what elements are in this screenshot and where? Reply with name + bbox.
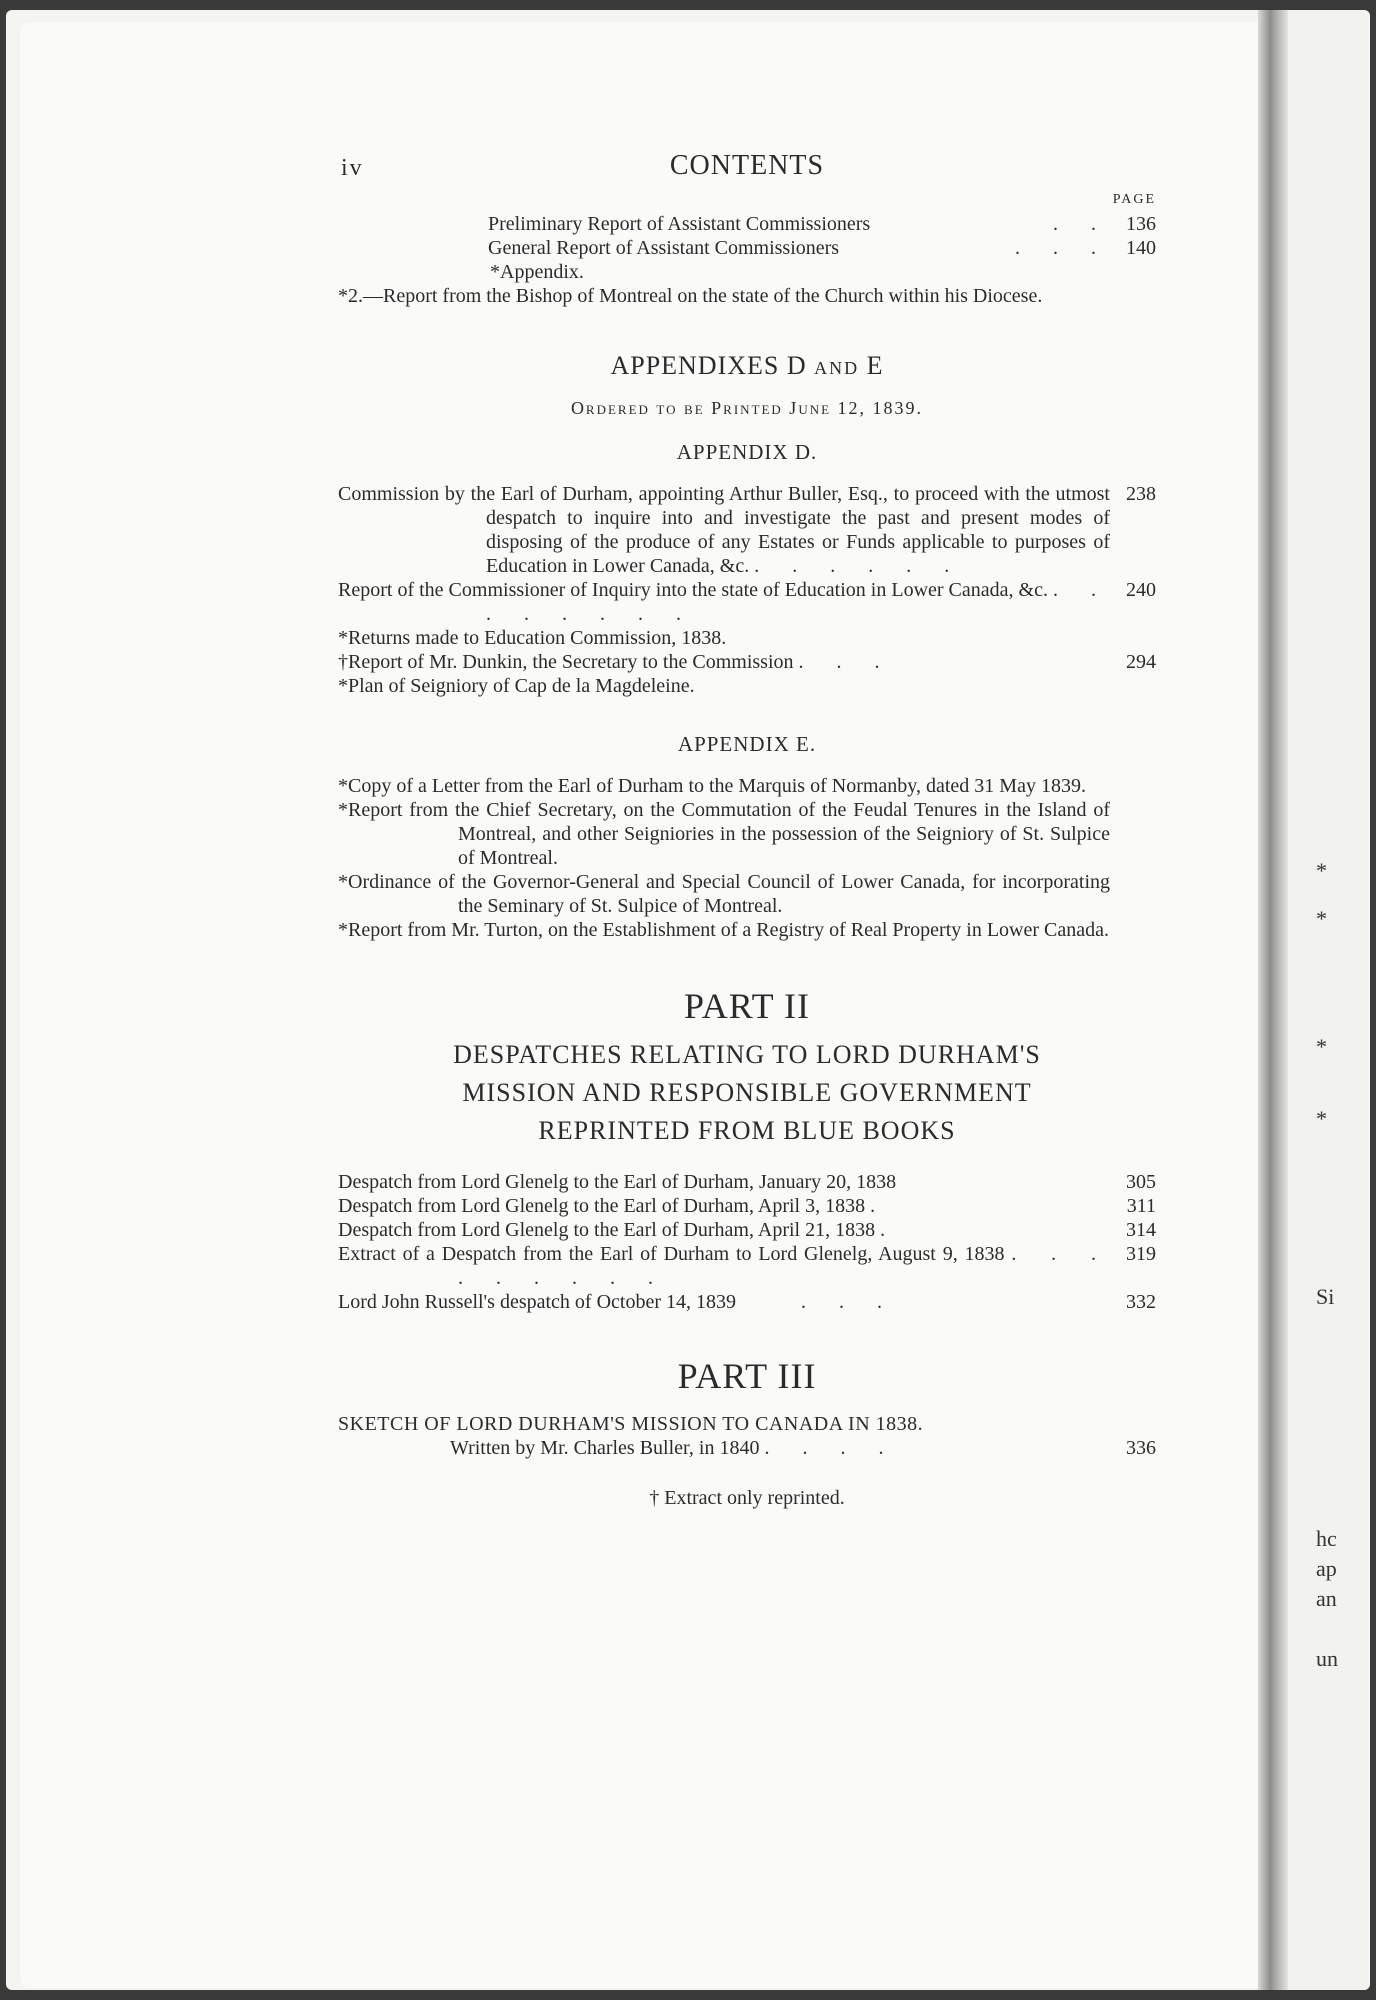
toc-entry-text xyxy=(338,1218,1110,1242)
toc-leader: . . . . . . xyxy=(754,555,964,577)
toc-entry-text: *Copy of a Letter from the Earl of Durham to the Marquis of Normanby, dated 31 May 1839. xyxy=(338,775,1086,797)
toc-entry xyxy=(338,212,1156,236)
toc-entry-text: *Report from the Chief Secretary, on the Commutation of the Feudal Tenures in the Island of Montreal, and other Seigniories in the possession of the Seigniory of St. Sulpice of Montreal. xyxy=(338,799,1110,869)
appendixes-heading-and: AND xyxy=(814,358,860,378)
toc-entry-text xyxy=(338,578,1111,626)
toc-entry xyxy=(338,650,1156,674)
toc-entry xyxy=(338,674,1156,698)
toc-entry-text-body: Extract of a Despatch from the Earl of Durham to Lord Glenelg, August 9, 1838 xyxy=(338,1243,1005,1265)
toc-entry-text xyxy=(338,650,1110,674)
toc-entry xyxy=(338,260,1156,284)
toc-entry-text xyxy=(338,1290,1110,1314)
toc-page: 305 xyxy=(1126,1171,1156,1193)
toc-entry-text-body: Report of the Commissioner of Inquiry into the state of Education in Lower Canada, &c. xyxy=(338,579,1048,601)
toc-entry-text: *Appendix. xyxy=(490,261,584,283)
facing-fragment: hc xyxy=(1316,1526,1337,1551)
part-two-subtitle-line: REPRINTED FROM BLUE BOOKS xyxy=(538,1116,956,1145)
toc-page: 319 xyxy=(1126,1243,1156,1265)
toc-page: 336 xyxy=(1126,1437,1156,1459)
book-spine xyxy=(1258,10,1288,1990)
scanned-page xyxy=(6,10,1370,1990)
toc-entry xyxy=(338,774,1156,798)
toc-page: 136 xyxy=(1126,213,1156,235)
toc-leader: . xyxy=(870,1195,890,1217)
toc-entry xyxy=(338,1170,1156,1194)
part-two-subtitle xyxy=(338,1036,1156,1150)
toc-entry-text-body: †Report of Mr. Dunkin, the Secretary to the Commission xyxy=(338,651,794,673)
facing-fragment: Si xyxy=(1316,1284,1335,1309)
facing-fragment: un xyxy=(1316,1646,1338,1671)
toc-entry-text-body: Despatch from Lord Glenelg to the Earl of Durham, April 3, 1838 xyxy=(338,1195,866,1217)
part-two-subtitle-line: DESPATCHES RELATING TO LORD DURHAM'S xyxy=(453,1040,1041,1069)
toc-entry-text-body: Written by Mr. Charles Buller, in 1840 xyxy=(450,1437,760,1459)
toc-leader: . . . xyxy=(801,1291,896,1313)
contents-body xyxy=(338,132,1156,1510)
toc-entry xyxy=(338,798,1156,870)
appendix-d-heading: APPENDIX D. xyxy=(676,440,818,464)
toc-entry-text xyxy=(338,1194,1110,1218)
toc-page: 332 xyxy=(1126,1291,1156,1313)
ordered-to-be-printed: Ordered to be Printed June 12, 1839. xyxy=(570,398,924,418)
facing-page-edge xyxy=(1288,10,1370,1990)
toc-leader: . . xyxy=(1053,213,1110,235)
toc-entry-text: *2.—Report from the Bishop of Montreal on the state of the Church within his Diocese. xyxy=(338,285,1043,307)
toc-entry-text: *Ordinance of the Governor-General and Special Council of Lower Canada, for incorporating the Seminary of St. Sulpice of Montreal. xyxy=(338,871,1110,917)
toc-page: 240 xyxy=(1126,579,1156,601)
toc-entry-text: Preliminary Report of Assistant Commissioners xyxy=(488,213,871,235)
toc-entry xyxy=(338,1436,1156,1460)
appendix-e-heading: APPENDIX E. xyxy=(677,732,817,756)
toc-entry-text-body: Lord John Russell's despatch of October 14, 1839 xyxy=(338,1291,736,1313)
toc-entry-text xyxy=(450,1436,1110,1460)
appendixes-heading-tail: E xyxy=(866,351,884,380)
toc-entry xyxy=(338,626,1156,650)
toc-entry xyxy=(338,284,1156,308)
toc-entry xyxy=(338,1218,1156,1242)
toc-leader: . xyxy=(880,1219,900,1241)
page-number: iv xyxy=(341,155,364,181)
appendixes-heading-main: APPENDIXES D xyxy=(610,351,807,380)
toc-entry-text xyxy=(338,482,1110,578)
toc-page: 140 xyxy=(1126,237,1156,259)
toc-entry-text: Despatch from Lord Glenelg to the Earl of Durham, January 20, 1838 xyxy=(338,1171,897,1193)
part-three-heading: PART III xyxy=(677,1356,817,1396)
facing-fragment: ap xyxy=(1316,1556,1337,1581)
toc-page: 294 xyxy=(1126,651,1156,673)
toc-entry xyxy=(338,1194,1156,1218)
part-two-heading: PART II xyxy=(684,986,810,1026)
toc-leader: . . . . . . . . . xyxy=(458,1243,1111,1289)
toc-entry-text-body: Despatch from Lord Glenelg to the Earl of Durham, April 21, 1838 xyxy=(338,1219,876,1241)
toc-page: 314 xyxy=(1126,1219,1156,1241)
page-column-label: PAGE xyxy=(1112,192,1156,207)
toc-leader: . . . xyxy=(798,651,894,673)
facing-fragment: an xyxy=(1316,1586,1337,1611)
toc-page: 311 xyxy=(1126,1195,1156,1217)
toc-entry xyxy=(338,236,1156,260)
part-two-subtitle-line: MISSION AND RESPONSIBLE GOVERNMENT xyxy=(462,1078,1032,1107)
toc-entry-text xyxy=(338,1242,1111,1290)
sketch-title: SKETCH OF LORD DURHAM'S MISSION TO CANADA IN 1838. xyxy=(338,1413,924,1435)
toc-leader: . . . . . . . . xyxy=(486,579,1111,625)
toc-entry xyxy=(338,1242,1156,1290)
toc-entry-text: *Report from Mr. Turton, on the Establishment of a Registry of Real Property in Lower Canada. xyxy=(338,919,1109,941)
toc-entry-text: *Returns made to Education Commission, 1838. xyxy=(338,627,727,649)
running-head xyxy=(338,132,1156,182)
running-title: CONTENTS xyxy=(669,150,825,181)
toc-entry xyxy=(338,482,1156,578)
toc-entry-text: General Report of Assistant Commissioners xyxy=(488,237,840,259)
toc-entry-text: *Plan of Seigniory of Cap de la Magdeleine. xyxy=(338,675,695,697)
book-page xyxy=(20,22,1272,1988)
facing-fragment: * xyxy=(1316,858,1327,883)
footnote: † Extract only reprinted. xyxy=(649,1487,845,1509)
toc-leader: . . . xyxy=(1015,237,1110,259)
toc-page: 238 xyxy=(1126,483,1156,505)
facing-fragment: * xyxy=(1316,1034,1327,1059)
facing-fragment: * xyxy=(1316,1106,1327,1131)
toc-entry-text-body: Commission by the Earl of Durham, appointing Arthur Buller, Esq., to proceed with the utmost despatch to inquire into and investigate the past and present modes of disposing of the produce of any Estates or Funds applicable to purposes of Education in Lower Canada, &c. xyxy=(338,483,1110,577)
toc-entry xyxy=(338,578,1156,626)
facing-fragment: * xyxy=(1316,906,1327,931)
appendixes-heading xyxy=(338,351,1156,380)
toc-entry xyxy=(338,918,1156,942)
toc-entry xyxy=(338,1290,1156,1314)
toc-leader: . . . . xyxy=(764,1437,898,1459)
toc-entry xyxy=(338,870,1156,918)
